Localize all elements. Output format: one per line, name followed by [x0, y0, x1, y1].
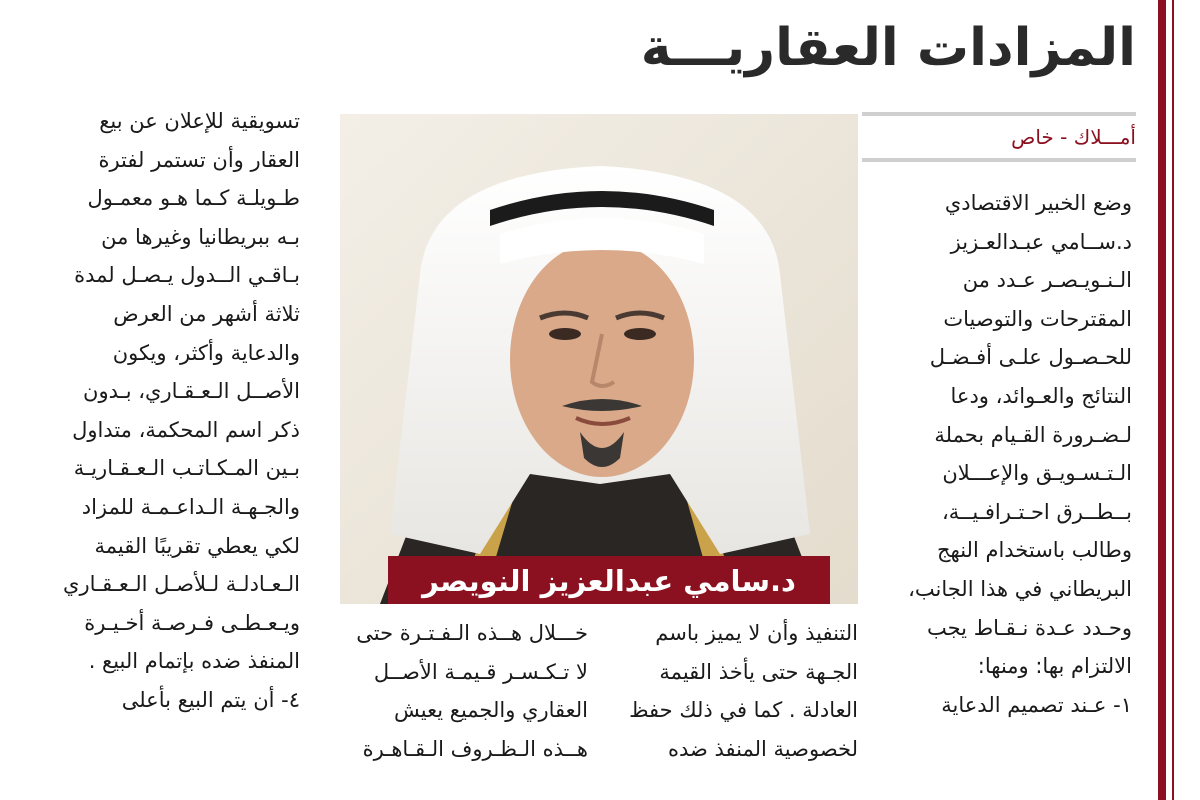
portrait-photo: [340, 114, 858, 604]
column-line: ويـعـطـى فـرصـة أخـيـرة: [84, 610, 300, 635]
column-line: لا تـكـسـر قـيمـة الأصــل: [373, 659, 588, 684]
accent-border: [1158, 0, 1166, 800]
section-label: أمـــلاك - خاص: [1011, 125, 1136, 149]
column-line: العقاري والجميع يعيش: [394, 698, 588, 723]
column-line: الـعـادلـة لـلأصـل الـعـقـاري: [63, 572, 300, 597]
column-line: خـــلال هــذه الـفـتـرة حتى: [356, 621, 588, 645]
column-line: بـين المـكـاتـب الـعـقـاريـة: [73, 456, 300, 481]
column-line: للحـصـول علـى أفـضـل: [929, 345, 1132, 370]
section-label-box: [862, 112, 1136, 162]
column-line: ثلاثة أشهر من العرض: [113, 301, 300, 326]
column-line: الـنـويـصـر عـدد من: [962, 268, 1132, 293]
column-line: والجـهـة الـداعـمـة للمزاد: [81, 494, 300, 519]
column-line: ١- عـند تصميم الدعاية: [941, 692, 1132, 717]
column-line: لخصوصية المنفذ ضده: [667, 736, 858, 761]
column-line: الجـهة حتى يأخذ القيمة: [659, 659, 858, 684]
column-line: ذكر اسم المحكمة، متداول: [72, 417, 300, 442]
column-line: بـه ببريطانيا وغيرها من: [101, 224, 300, 249]
article-column-middle-left: [340, 614, 588, 800]
article-column-right: [884, 184, 1132, 800]
column-line: التنفيذ وأن لا يميز باسم: [655, 621, 858, 645]
headline: المزادات العقاريـــة: [640, 18, 1136, 78]
column-line: لـضـرورة القـيام بحملة: [934, 422, 1132, 447]
column-line: د.ســامي عبـدالعـزيز: [950, 229, 1132, 254]
column-line: الالتزام بها: ومنها:: [977, 654, 1132, 679]
column-line: تسويقية للإعلان عن بيع: [99, 109, 300, 133]
column-line: والدعاية وأكثر، ويكون: [112, 340, 300, 365]
column-line: وطالب باستخدام النهج: [936, 538, 1132, 563]
accent-border-thin: [1172, 0, 1174, 800]
column-line: هــذه الـظـروف الـقـاهـرة: [362, 736, 588, 761]
article-column-middle-right: [612, 614, 858, 800]
column-line: العقار وأن تستمر لفترة: [98, 147, 300, 172]
column-line: البريطاني في هذا الجانب،: [908, 576, 1132, 601]
column-line: ٤- أن يتم البيع بأعلى: [121, 687, 300, 712]
column-line: بـاقـي الــدول يـصـل لمدة: [74, 263, 300, 288]
column-line: بــطــرق احـتـرافـيــة،: [942, 499, 1132, 524]
column-line: الـتـسـويـق والإعـــلان: [942, 461, 1132, 486]
column-line: لكي يعطي تقريبًا القيمة: [94, 533, 300, 558]
column-line: العادلة . كما في ذلك حفظ: [629, 698, 858, 723]
portrait-illustration: [340, 114, 858, 604]
column-line: الأصــل الـعـقـاري، بـدون: [83, 379, 300, 404]
article-column-left: [48, 102, 300, 800]
column-line: وحـدد عـدة نـقـاط يجب: [927, 615, 1132, 640]
photo-caption: د.سامي عبدالعزيز النويصر: [388, 556, 830, 604]
column-line: طـويلـة كـما هـو معمـول: [87, 186, 300, 211]
column-line: المقترحات والتوصيات: [943, 306, 1132, 331]
column-line: المنفذ ضده بإتمام البيع .: [88, 649, 300, 674]
column-line: النتائج والعـوائد، ودعا: [950, 383, 1132, 408]
column-line: وضع الخبير الاقتصادي: [944, 191, 1132, 215]
